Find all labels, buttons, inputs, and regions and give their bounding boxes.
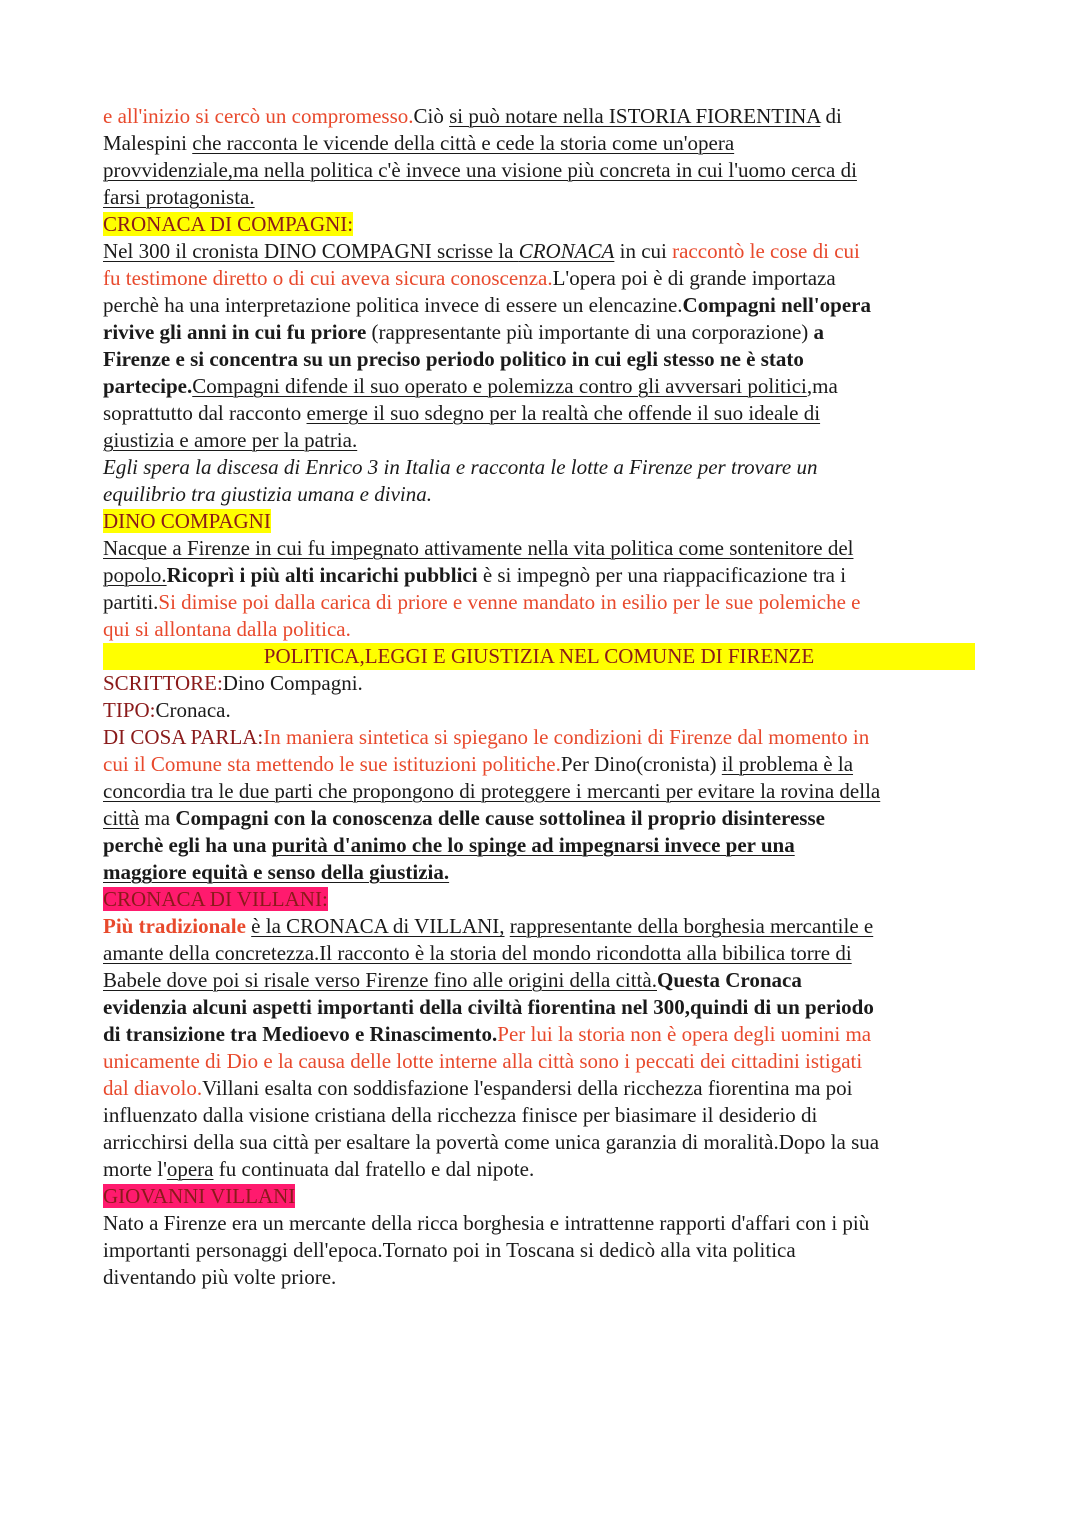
text-span: Per lui la storia non è opera degli uomini ma [497,1022,872,1046]
text-line [103,1156,983,1183]
text-span: provvidenziale,ma nella politica c'è invece una visione più concreta in cui l'uomo cerca di [103,158,857,182]
text-line [103,778,983,805]
text-line [103,1021,983,1048]
text-line [103,1102,983,1129]
text-span: purità d'animo che lo spinge ad impegnarsi invece per una [271,833,795,857]
text-span: Babele dove poi si risale verso Firenze fino alle origini della città. [103,968,657,992]
text-span: fu testimone diretto o di cui aveva sicura conoscenza. [103,266,553,290]
text-span: perchè egli ha una [103,833,272,857]
text-line [103,616,983,643]
text-span: soprattutto dal racconto [103,401,307,425]
text-span: Nato a Firenze era un mercante della ricca borghesia e intrattenne rapporti d'affari con i più [103,1211,870,1235]
heading-text: GIOVANNI VILLANI [103,1184,296,1208]
text-line [103,535,983,562]
text-span: rivive gli anni in cui fu priore [103,320,367,344]
text-span: Compagni nell'opera [682,293,871,317]
text-line [103,940,983,967]
text-span: amante della concretezza.Il racconto è la storia del mondo ricondotta alla bibilica torre di [103,941,852,965]
text-line [103,697,983,724]
text-span: popolo. [103,563,167,587]
text-span: giustizia e amore per la patria. [103,428,358,452]
text-line [103,1237,983,1264]
section-heading-giovanni-villani [103,1183,983,1210]
text-span: si può notare nella ISTORIA FIORENTINA [449,104,821,128]
text-span: CRONACA [518,239,615,263]
section-heading-cronaca-compagni [103,211,983,238]
field-label: SCRITTORE: [103,671,223,695]
text-line [103,319,983,346]
text-span: il problema è la [721,752,854,776]
text-span: perchè ha una interpretazione politica invece di essere un elencazine. [103,293,683,317]
text-span: influenzato dalla visione cristiana della ricchezza finisce per biasimare il desiderio di [103,1103,818,1127]
text-line [103,373,983,400]
text-line [103,1210,983,1237]
text-span: morte l' [103,1157,167,1181]
field-value: Dino Compagni. [222,671,363,695]
text-span: città [103,806,140,830]
text-span: (rappresentante più importante di una corporazione) [366,320,814,344]
text-span: Questa Cronaca [657,968,802,992]
text-span: Egli spera la discesa di Enrico 3 in Italia e racconta le lotte a Firenze per trovare un [103,455,818,479]
field-label: DI COSA PARLA: [103,725,264,749]
text-span: dal diavolo. [103,1076,203,1100]
heading-text: DINO COMPAGNI [103,509,271,533]
text-line [103,670,983,697]
text-line [103,157,983,184]
text-line [103,346,983,373]
text-line [103,130,983,157]
text-span: cui il Comune sta mettendo le sue istituzioni politiche. [103,752,561,776]
text-line [103,589,983,616]
text-span: maggiore equità e senso della giustizia. [103,860,450,884]
text-line [103,913,983,940]
text-span: Ciò [413,104,450,128]
text-span: opera [166,1157,214,1181]
text-span: Malespini [103,131,193,155]
text-span: rappresentante della borghesia mercantile e [509,914,874,938]
banner-text: POLITICA,LEGGI E GIUSTIZIA NEL COMUNE DI FIRENZE [263,644,815,668]
text-line [103,184,983,211]
text-span: Per Dino(cronista) [560,752,722,776]
text-span: in cui [614,239,673,263]
text-line [103,805,983,832]
text-span: emerge il suo sdegno per la realtà che offende il suo ideale di [306,401,821,425]
text-span: Nel 300 il cronista DINO COMPAGNI scrisse la [103,239,519,263]
text-span: Si dimise poi dalla carica di priore e venne mandato in esilio per le sue polemiche e [158,590,861,614]
text-line [103,967,983,994]
heading-text: CRONACA DI VILLANI: [103,887,328,911]
text-span: Più tradizionale [103,914,246,938]
document-page [103,103,983,1291]
text-span: ,ma [806,374,838,398]
text-span: equilibrio tra giustizia umana e divina. [103,482,432,506]
text-span: Compagni con la conoscenza delle cause sottolinea il proprio disinteresse [175,806,825,830]
field-label: TIPO: [103,698,156,722]
text-span: di transizione tra Medioevo e Rinascimento. [103,1022,498,1046]
text-span: Compagni difende il suo operato e polemizza contro gli avversari politici [192,374,807,398]
text-span: fu continuata dal fratello e dal nipote. [213,1157,535,1181]
field-value: Cronaca. [155,698,231,722]
text-span: unicamente di Dio e la causa delle lotte interne alla città sono i peccati dei cittadini istigati [103,1049,863,1073]
text-line [103,481,983,508]
text-span: di [820,104,842,128]
text-line [103,562,983,589]
text-line [103,292,983,319]
text-span: Villani esalta con soddisfazione l'espandersi della ricchezza fiorentina ma poi [202,1076,853,1100]
text-line [103,454,983,481]
text-span: che racconta le vicende della città e cede la storia come un'opera [192,131,735,155]
text-span: ma [139,806,176,830]
text-line [103,1075,983,1102]
text-line [103,832,983,859]
text-line [103,994,983,1021]
text-span: L'opera poi è di grande importaza [552,266,836,290]
text-span: è la CRONACA di VILLANI, [251,914,505,938]
text-line [103,400,983,427]
text-line [103,103,983,130]
text-span: partiti. [103,590,159,614]
text-span: evidenzia alcuni aspetti importanti della civiltà fiorentina nel 300,quindi di un periodo [103,995,874,1019]
text-line [103,724,983,751]
text-span: arricchirsi della sua città per esaltare la povertà come unica garanzia di moralità.Dopo la sua [103,1130,880,1154]
text-line [103,238,983,265]
text-span: Nacque a Firenze in cui fu impegnato attivamente nella vita politica come sontenitore del [103,536,854,560]
text-span: partecipe. [103,374,193,398]
text-span: In maniera sintetica si spiegano le condizioni di Firenze dal momento in [263,725,870,749]
section-banner-politica [103,643,975,670]
text-line [103,1264,983,1291]
section-heading-cronaca-villani [103,886,983,913]
text-span: è si impegnò per una riappacificazione tra i [477,563,847,587]
text-span: Firenze e si concentra su un preciso periodo politico in cui egli stesso ne è stato [103,347,804,371]
text-span: a [813,320,825,344]
text-span: diventando più volte priore. [103,1265,337,1289]
text-span: concordia tra le due parti che propongono di proteggere i mercanti per evitare la rovina della [103,779,881,803]
text-span: farsi protagonista. [103,185,255,209]
text-line [103,1048,983,1075]
text-span: qui si allontana dalla politica. [103,617,351,641]
text-span: Ricoprì i più alti incarichi pubblici [166,563,478,587]
text-line [103,859,983,886]
text-span: e all'inizio si cercò un compromesso. [103,104,414,128]
text-span: raccontò le cose di cui [672,239,860,263]
text-span: importanti personaggi dell'epoca.Tornato poi in Toscana si dedicò alla vita politica [103,1238,796,1262]
text-line [103,751,983,778]
text-line [103,1129,983,1156]
text-line [103,265,983,292]
heading-text: CRONACA DI COMPAGNI: [103,212,354,236]
text-line [103,427,983,454]
section-heading-dino-compagni [103,508,983,535]
